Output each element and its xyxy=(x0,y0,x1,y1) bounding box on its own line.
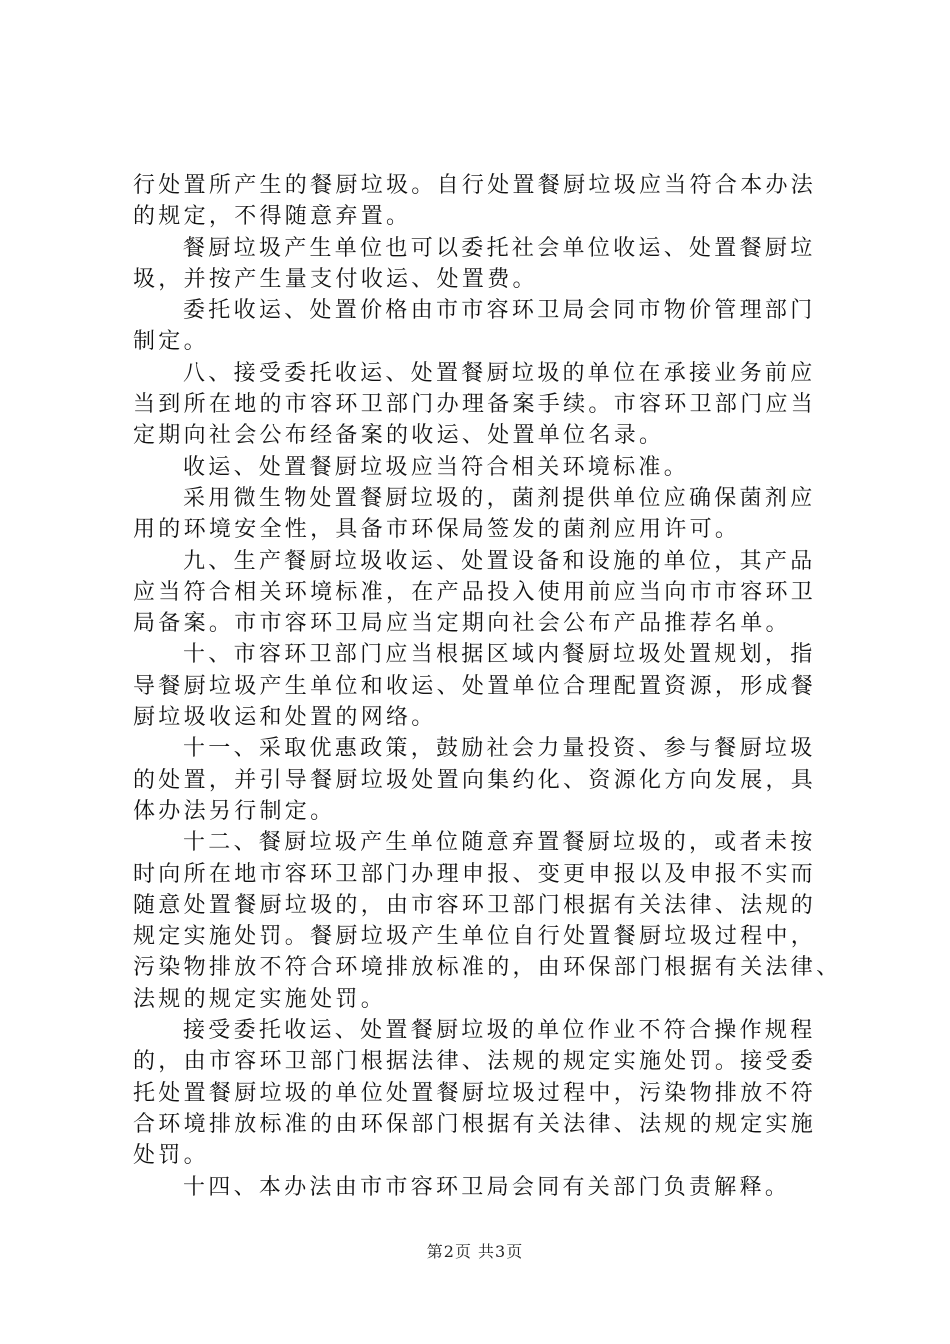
text-line: 圾，并按产生量支付收运、处置费。 xyxy=(133,266,538,292)
text-line: 制定。 xyxy=(133,329,209,355)
text-line: 体办法另行制定。 xyxy=(133,798,336,824)
text-line: 的规定，不得随意弃置。 xyxy=(133,204,412,230)
text-line: 收运、处置餐厨垃圾应当符合相关环境标准。 xyxy=(183,454,690,480)
text-line: 餐厨垃圾产生单位也可以委托社会单位收运、处置餐厨垃 xyxy=(183,235,816,261)
text-line: 局备案。市市容环卫局应当定期向社会公布产品推荐名单。 xyxy=(133,611,791,637)
text-line: 接受委托收运、处置餐厨垃圾的单位作业不符合操作规程 xyxy=(183,1018,816,1044)
text-line: 应当符合相关环境标准，在产品投入使用前应当向市市容环卫 xyxy=(133,579,817,605)
text-line: 时向所在地市容环卫部门办理申报、变更申报以及申报不实而 xyxy=(133,861,817,887)
text-line: 厨垃圾收运和处置的网络。 xyxy=(133,705,437,731)
text-line: 十一、采取优惠政策，鼓励社会力量投资、参与餐厨垃圾 xyxy=(183,736,816,762)
text-line: 十四、本办法由市市容环卫局会同有关部门负责解释。 xyxy=(183,1174,791,1200)
page-number-footer: 第2页 共3页 xyxy=(426,1242,524,1261)
text-line: 十二、餐厨垃圾产生单位随意弃置餐厨垃圾的，或者未按 xyxy=(183,830,816,856)
text-line: 十、市容环卫部门应当根据区域内餐厨垃圾处置规划，指 xyxy=(183,642,816,668)
text-line: 规定实施处罚。餐厨垃圾产生单位自行处置餐厨垃圾过程中， xyxy=(133,924,817,950)
text-line: 采用微生物处置餐厨垃圾的，菌剂提供单位应确保菌剂应 xyxy=(183,485,816,511)
document-body xyxy=(133,170,853,1203)
text-line: 的处置，并引导餐厨垃圾处置向集约化、资源化方向发展，具 xyxy=(133,767,817,793)
text-line: 随意处置餐厨垃圾的，由市容环卫部门根据有关法律、法规的 xyxy=(133,892,817,918)
text-line: 八、接受委托收运、处置餐厨垃圾的单位在承接业务前应 xyxy=(183,360,816,386)
text-line: 合环境排放标准的由环保部门根据有关法律、法规的规定实施 xyxy=(133,1111,817,1137)
text-line: 定期向社会公布经备案的收运、处置单位名录。 xyxy=(133,423,665,449)
text-line: 用的环境安全性，具备市环保局签发的菌剂应用许可。 xyxy=(133,517,741,543)
text-line: 导餐厨垃圾产生单位和收运、处置单位合理配置资源，形成餐 xyxy=(133,673,817,699)
text-line: 当到所在地的市容环卫部门办理备案手续。市容环卫部门应当 xyxy=(133,392,817,418)
text-line: 行处置所产生的餐厨垃圾。自行处置餐厨垃圾应当符合本办法 xyxy=(133,173,817,198)
text-line: 九、生产餐厨垃圾收运、处置设备和设施的单位，其产品 xyxy=(183,548,816,574)
text-line: 处罚。 xyxy=(133,1143,209,1169)
text-line: 污染物排放不符合环境排放标准的，由环保部门根据有关法律、 xyxy=(133,955,842,981)
text-line: 的，由市容环卫部门根据法律、法规的规定实施处罚。接受委 xyxy=(133,1049,817,1075)
text-line: 法规的规定实施处罚。 xyxy=(133,986,387,1012)
text-line: 托处置餐厨垃圾的单位处置餐厨垃圾过程中，污染物排放不符 xyxy=(133,1080,817,1106)
text-line: 委托收运、处置价格由市市容环卫局会同市物价管理部门 xyxy=(183,298,816,324)
